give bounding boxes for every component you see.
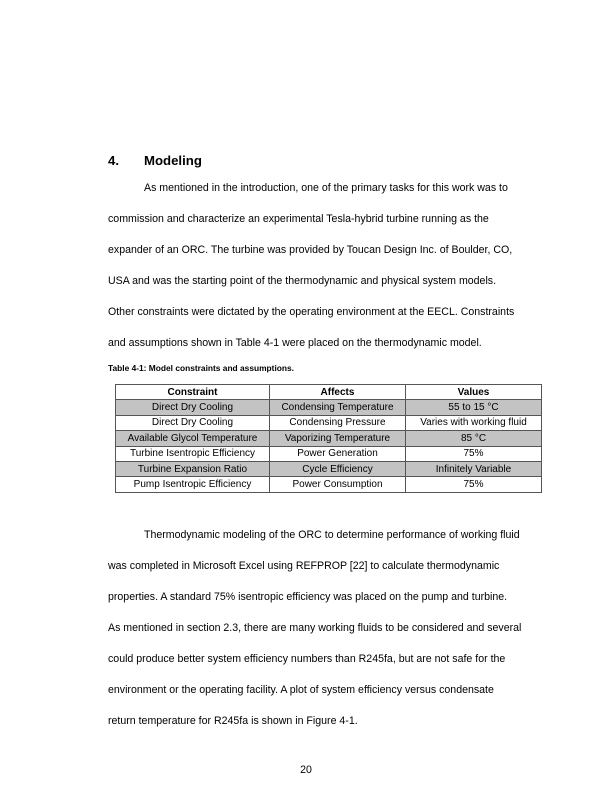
table-cell: Power Consumption xyxy=(270,477,406,492)
table-cell: Varies with working fluid xyxy=(406,415,542,430)
table-cell: Infinitely Variable xyxy=(406,461,542,476)
paragraph-line: Thermodynamic modeling of the ORC to determine performance of working fluid xyxy=(144,529,520,541)
section-heading xyxy=(108,153,202,168)
table-row xyxy=(116,461,542,476)
table-cell: 55 to 15 °C xyxy=(406,400,542,415)
table-header-row xyxy=(116,385,542,400)
table-row xyxy=(116,415,542,430)
constraints-table xyxy=(115,384,542,493)
paragraph-line: could produce better system efficiency numbers than R245fa, but are not safe for the xyxy=(108,653,506,665)
table-cell: Turbine Isentropic Efficiency xyxy=(116,446,270,461)
table-row xyxy=(116,477,542,492)
paragraph-line: properties. A standard 75% isentropic efficiency was placed on the pump and turbine. xyxy=(108,591,508,603)
table-cell: Cycle Efficiency xyxy=(270,461,406,476)
table-cell: Direct Dry Cooling xyxy=(116,415,270,430)
table-cell: 85 °C xyxy=(406,431,542,446)
table-row xyxy=(116,446,542,461)
table-caption: Table 4-1: Model constraints and assumptions. xyxy=(108,363,294,373)
page-number: 20 xyxy=(300,764,312,776)
paragraph-line: Other constraints were dictated by the operating environment at the EECL. Constraints xyxy=(108,306,515,318)
paragraph-line: commission and characterize an experimental Tesla-hybrid turbine running as the xyxy=(108,213,489,225)
section-title: Modeling xyxy=(144,153,202,168)
table-cell: Available Glycol Temperature xyxy=(116,431,270,446)
paragraph-line: was completed in Microsoft Excel using REFPROP [22] to calculate thermodynamic xyxy=(108,560,500,572)
paragraph-line: environment or the operating facility. A plot of system efficiency versus condensate xyxy=(108,684,494,696)
table-cell: 75% xyxy=(406,446,542,461)
section-number: 4. xyxy=(108,153,119,168)
column-header: Affects xyxy=(270,385,406,400)
table-cell: Direct Dry Cooling xyxy=(116,400,270,415)
table-cell: Power Generation xyxy=(270,446,406,461)
column-header: Constraint xyxy=(116,385,270,400)
table-cell: Condensing Temperature xyxy=(270,400,406,415)
paragraph-line: As mentioned in section 2.3, there are many working fluids to be considered and several xyxy=(108,622,522,634)
table-cell: Vaporizing Temperature xyxy=(270,431,406,446)
paragraph-line: As mentioned in the introduction, one of the primary tasks for this work was to xyxy=(144,182,508,194)
paragraph-line: expander of an ORC. The turbine was provided by Toucan Design Inc. of Boulder, CO, xyxy=(108,244,513,256)
table-cell: Turbine Expansion Ratio xyxy=(116,461,270,476)
table-cell: 75% xyxy=(406,477,542,492)
table-cell: Condensing Pressure xyxy=(270,415,406,430)
paragraph-line: return temperature for R245fa is shown in Figure 4-1. xyxy=(108,715,358,727)
table-row xyxy=(116,400,542,415)
column-header: Values xyxy=(406,385,542,400)
table-row xyxy=(116,431,542,446)
table-cell: Pump Isentropic Efficiency xyxy=(116,477,270,492)
paragraph-line: and assumptions shown in Table 4-1 were placed on the thermodynamic model. xyxy=(108,337,482,349)
paragraph-line: USA and was the starting point of the thermodynamic and physical system models. xyxy=(108,275,497,287)
